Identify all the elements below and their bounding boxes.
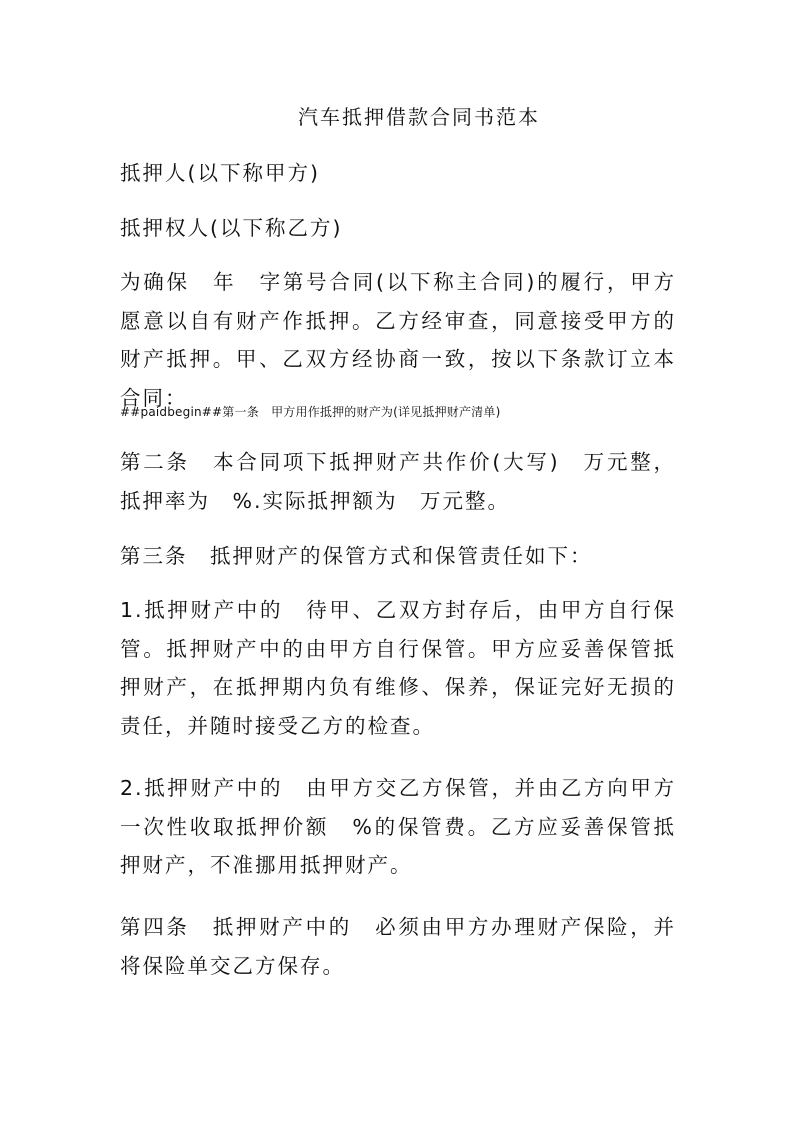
article-1: ##paidbegin##第一条 甲方用作抵押的财产为(详见抵押财产清单) <box>120 405 501 419</box>
intro-paragraph: 为确保 年 字第号合同(以下称主合同)的履行，甲方愿意以自有财产作抵押。乙方经审查，同意接受甲方的财产抵押。甲、乙双方经协商一致，按以下条款订立本合同： <box>120 270 676 410</box>
article-3-item-2: 2.抵押财产中的 由甲方交乙方保管，并由乙方向甲方一次性收取抵押价额 %的保管费。乙方应妥善保管抵押财产，不准挪用抵押财产。 <box>120 776 676 877</box>
mortgagor-line: 抵押人(以下称甲方) <box>120 161 320 185</box>
mortgagee-line: 抵押权人(以下称乙方) <box>120 216 343 240</box>
article-4: 第四条 抵押财产中的 必须由甲方办理财产保险，并将保险单交乙方保存。 <box>120 915 676 978</box>
article-3-item-1: 1.抵押财产中的 待甲、乙双方封存后，由甲方自行保管。抵押财产中的由甲方自行保管。甲方应妥善保管抵押财产，在抵押期内负有维修、保养，保证完好无损的责任，并随时接受乙方的检查。 <box>120 598 676 738</box>
article-3-heading: 第三条 抵押财产的保管方式和保管责任如下： <box>120 544 593 568</box>
document-title: 汽车抵押借款合同书范本 <box>298 105 540 129</box>
article-2: 第二条 本合同项下抵押财产共作价(大写) 万元整，抵押率为 %.实际抵押额为 万元整。 <box>120 450 676 513</box>
